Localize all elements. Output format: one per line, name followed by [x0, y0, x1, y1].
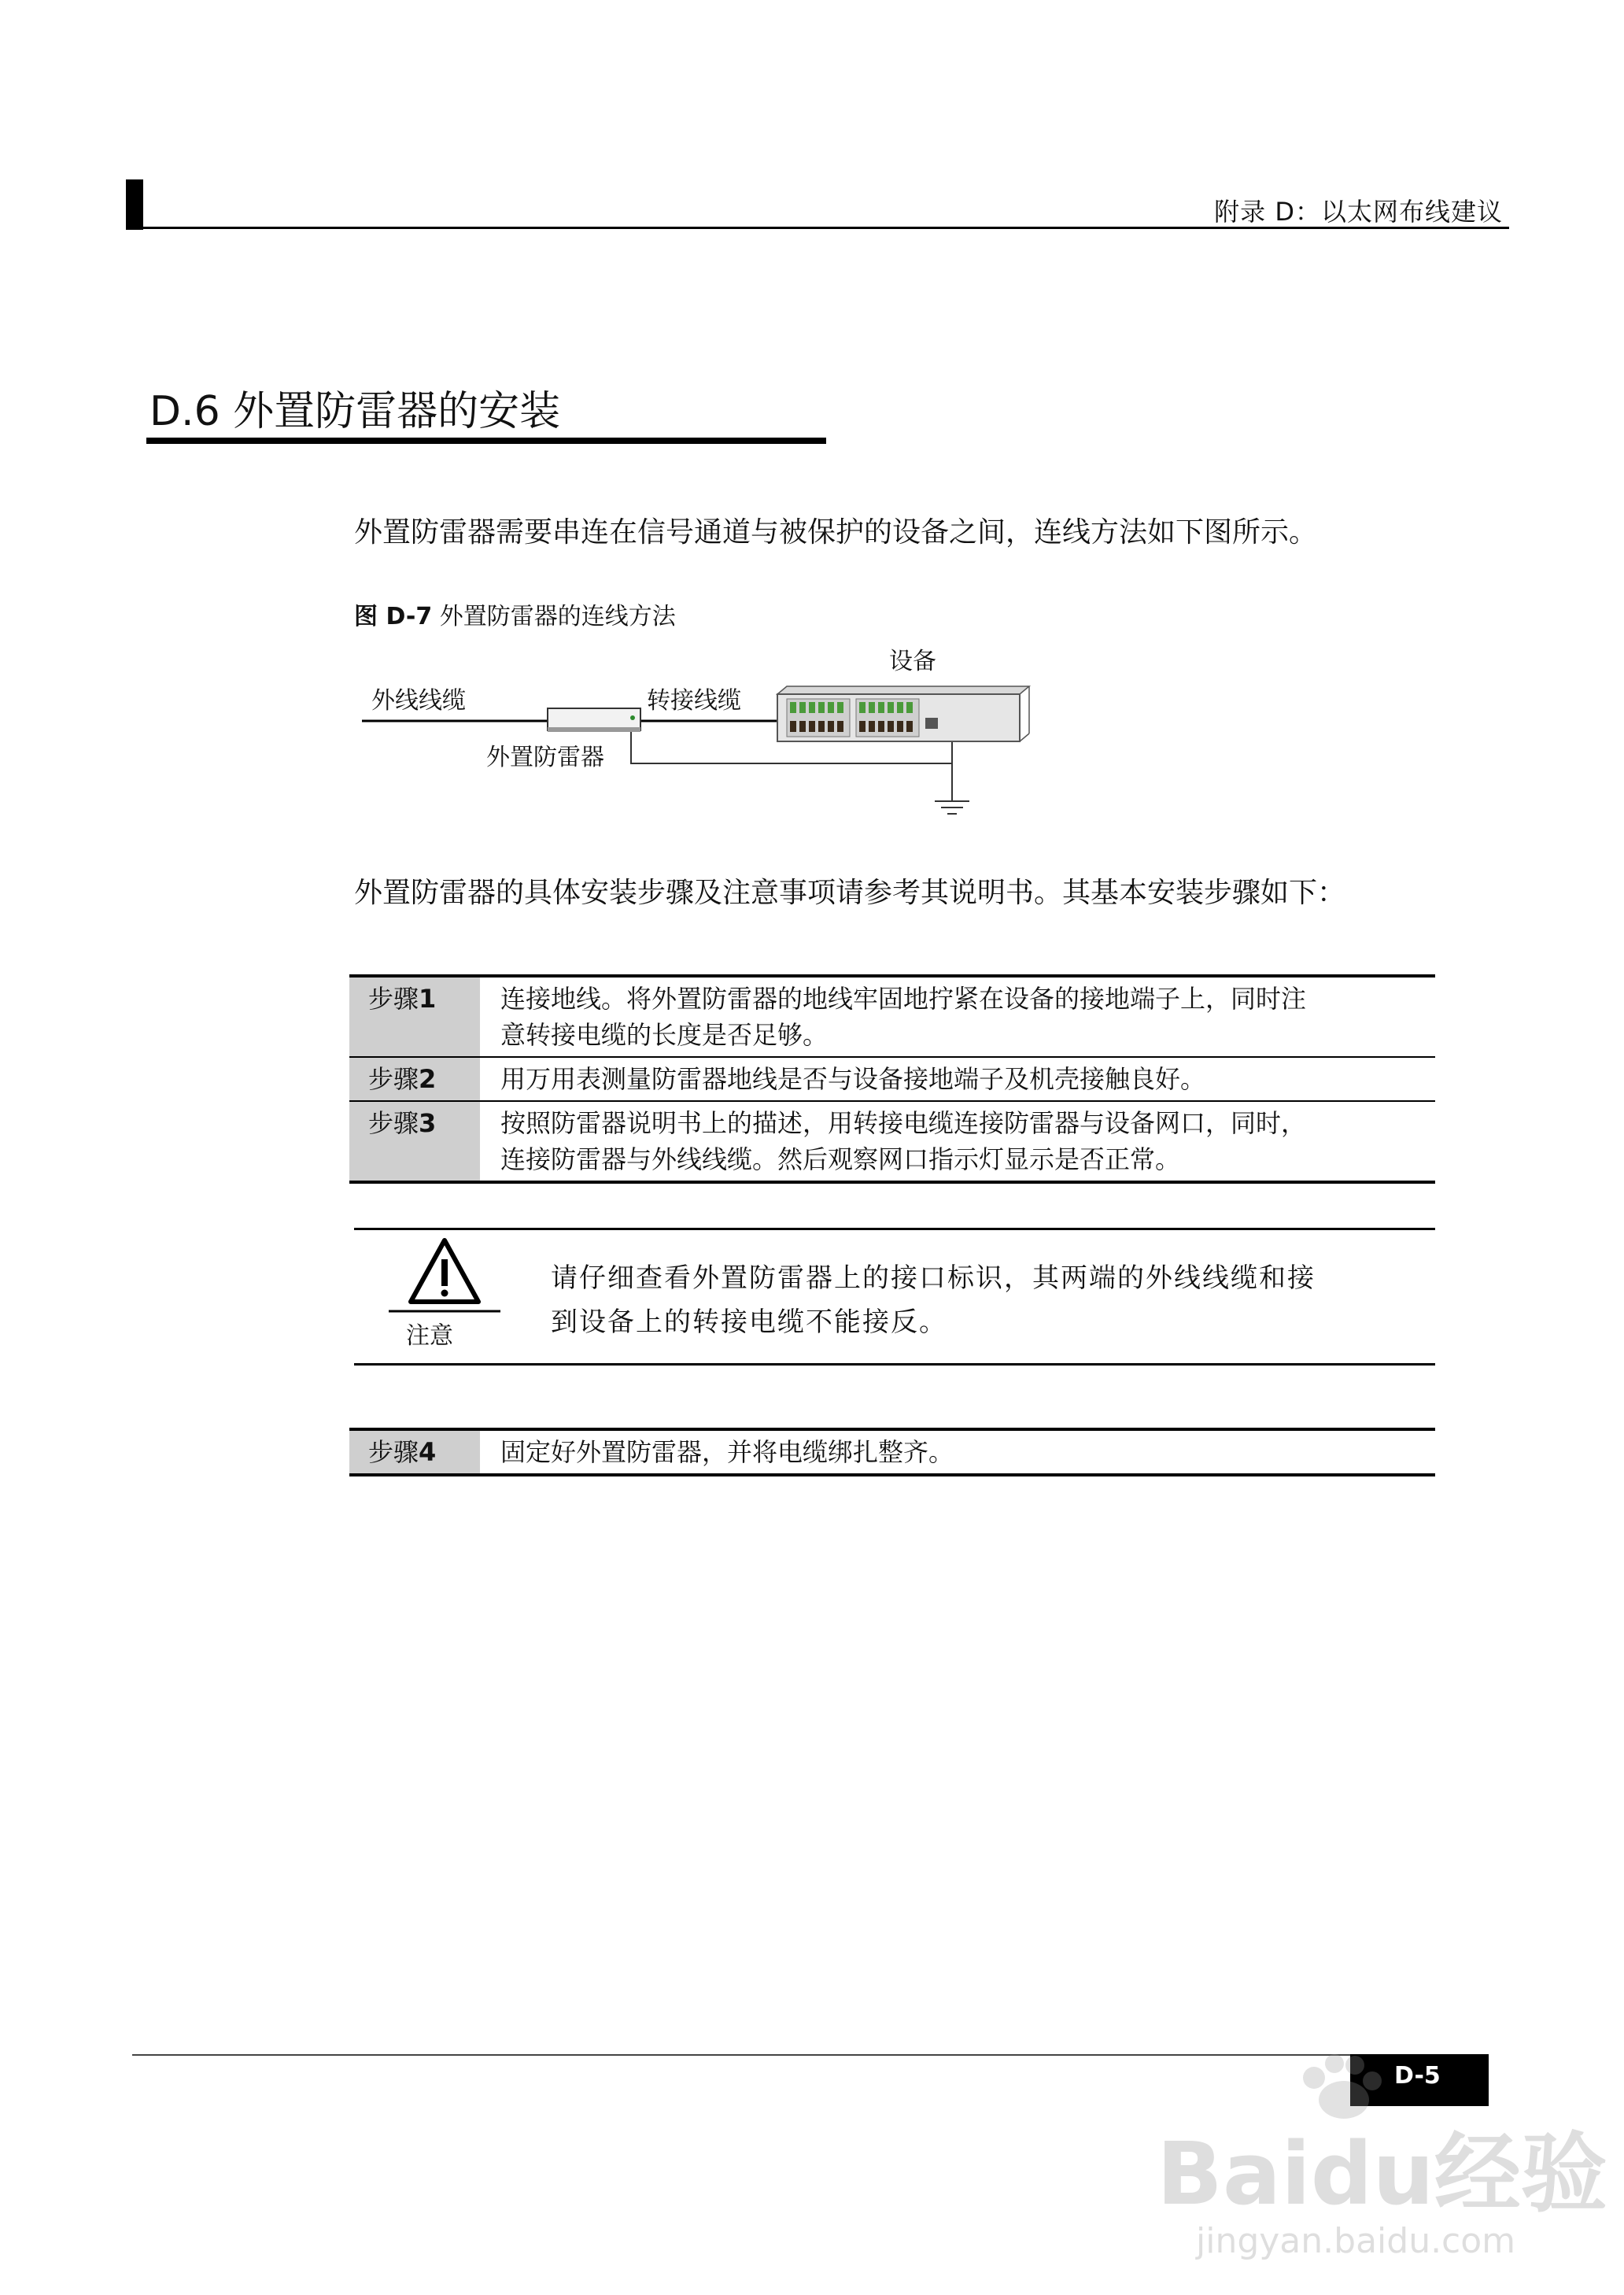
step-label: 步骤3	[349, 1101, 480, 1182]
figure-number: 图 D-7	[354, 603, 433, 630]
step-text: 用万用表测量防雷器地线是否与设备接地端子及机壳接触良好。	[480, 1057, 1435, 1101]
page-number: D-5	[1394, 2062, 1441, 2090]
caution-bottom-rule	[354, 1363, 1435, 1366]
section-rule	[146, 438, 826, 444]
step-text: 固定好外置防雷器，并将电缆绑扎整齐。	[500, 1437, 954, 1467]
wiring-diagram	[346, 639, 1054, 828]
figure-caption	[354, 597, 676, 631]
caution-top-rule	[354, 1228, 1435, 1230]
step-row	[349, 1429, 1435, 1475]
intro-paragraph: 外置防雷器需要串连在信号通道与被保护的设备之间，连线方法如下图所示。	[354, 516, 1318, 549]
steps-table	[349, 974, 1435, 1184]
step-row	[349, 1057, 1435, 1101]
device-label: 设备	[889, 648, 936, 675]
arrester-device	[548, 708, 640, 732]
watermark-url: jingyan.baidu.com	[1196, 2221, 1516, 2261]
running-header: 附录 D：以太网布线建议	[1214, 197, 1503, 227]
caution-text: 请仔细查看外置防雷器上的接口标识，其两端的外线线缆和接 到设备上的转接电缆不能接反。	[551, 1262, 1316, 1338]
step-label: 步骤4	[349, 1429, 480, 1475]
step-text: 按照防雷器说明书上的描述，用转接电缆连接防雷器与设备网口，同时， 连接防雷器与外线线缆。然后观察网口指示灯显示是否正常。	[480, 1101, 1435, 1182]
arrester-label: 外置防雷器	[486, 744, 604, 771]
section-title: D.6 外置防雷器的安装	[149, 388, 561, 435]
step-row	[349, 1101, 1435, 1182]
caution-label: 注意	[406, 1322, 453, 1350]
steps-table-2	[349, 1428, 1435, 1476]
step-text: 连接地线。将外置防雷器的地线牢固地拧紧在设备的接地端子上，同时注 意转接电缆的长度是否足够。	[500, 984, 1307, 1050]
outer-cable-label: 外线线缆	[371, 687, 466, 715]
header-bar	[126, 179, 143, 230]
basic-steps-paragraph: 外置防雷器的具体安装步骤及注意事项请参考其说明书。其基本安装步骤如下：	[354, 877, 1346, 909]
adapter-cable-label: 转接线缆	[647, 687, 741, 715]
ground-icon	[935, 801, 969, 814]
switch-device	[777, 686, 1029, 741]
step-row	[349, 976, 1435, 1057]
baidu-watermark	[1149, 2046, 1607, 2267]
step-label: 步骤2	[349, 1057, 480, 1101]
step-label: 步骤1	[349, 976, 480, 1057]
watermark-brand: Baidu经验	[1157, 2123, 1607, 2224]
figure-caption-text: 外置防雷器的连线方法	[432, 603, 676, 630]
